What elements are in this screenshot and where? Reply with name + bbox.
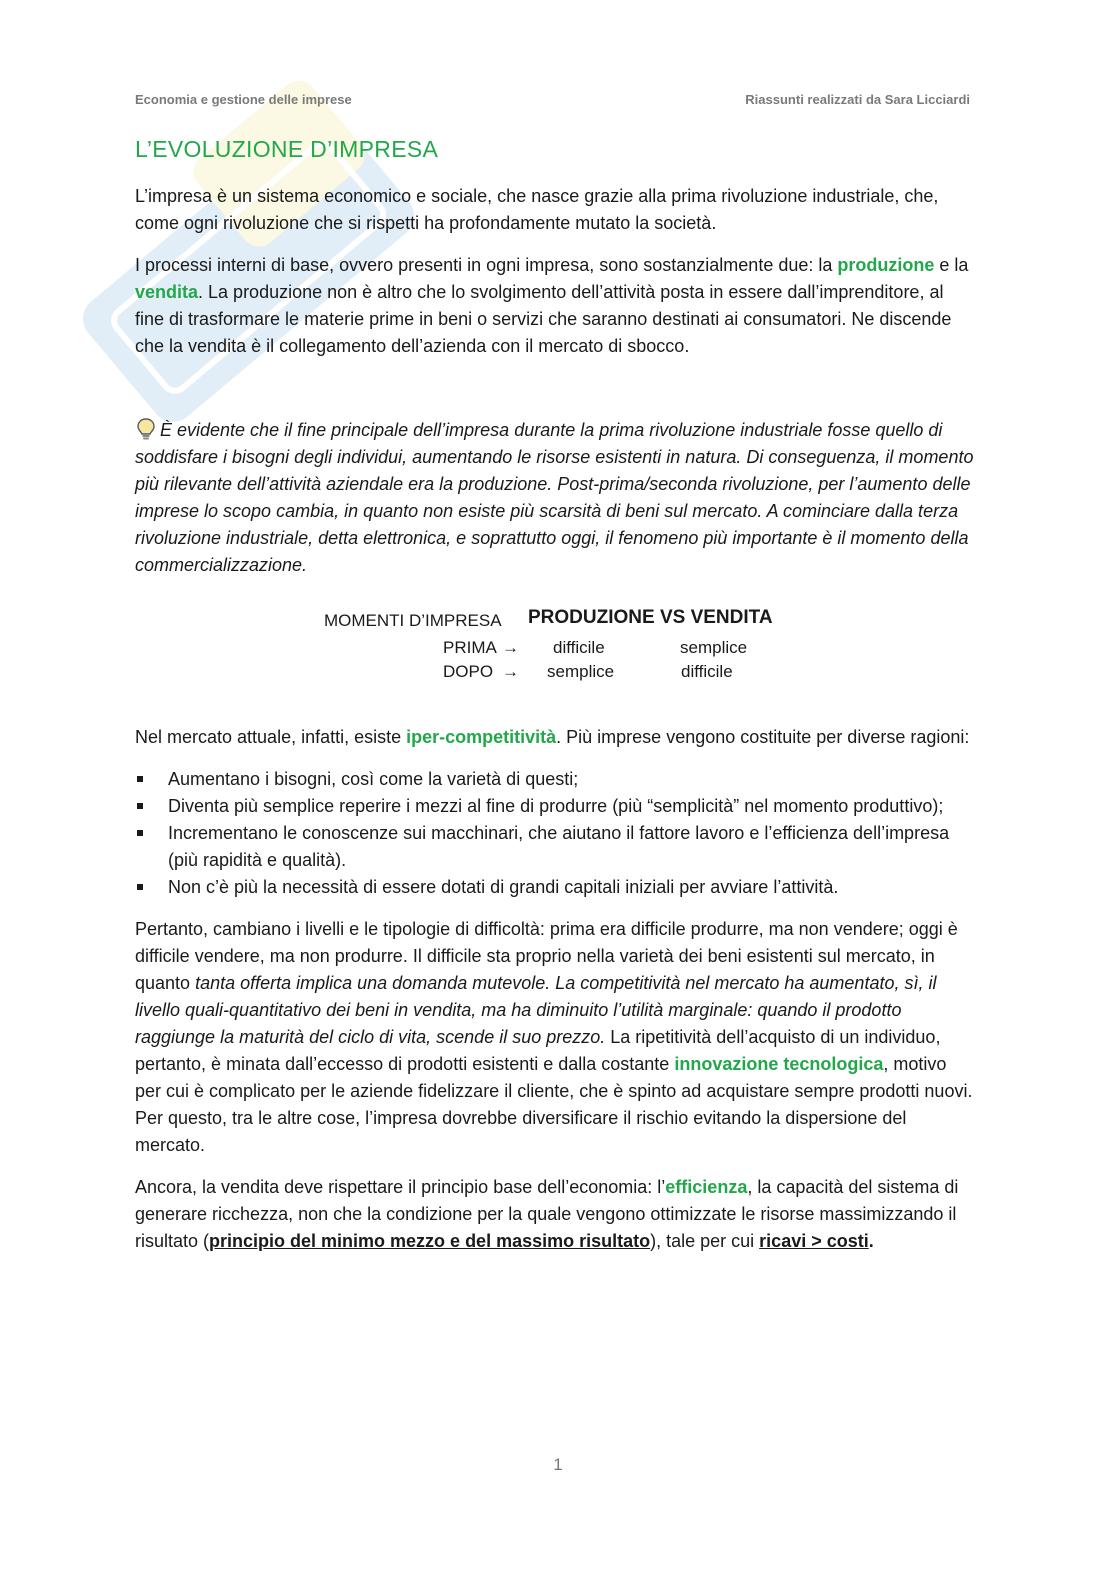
list-item: Non c’è più la necessità di essere dotati di grandi capitali iniziali per avviare l’attività. (135, 874, 975, 901)
row-when-dopo: DOPO (443, 662, 494, 681)
table-heading: PRODUZIONE VS VENDITA (528, 607, 773, 628)
text-span: , motivo per cui è complicato per le aziende fidelizzare il cliente, che è spinto ad acquistare sempre prodotti nuovi. Per questo, tra le altre cose, l’impresa dovrebbe diversificare il rischio evitando la dispersione del mercato. (135, 1054, 973, 1155)
list-item: Diventa più semplice reperire i mezzi al fine di produrre (più “semplicità” nel momento produttivo); (135, 793, 975, 820)
reasons-list (135, 766, 975, 901)
lightbulb-icon (135, 417, 157, 441)
cell-prima-produzione: difficile (553, 638, 605, 657)
italic-span: tanta offerta implica una domanda mutevole. La competitività nel mercato ha aumentato, sì, il livello quali-quantitativo dei beni in vendita, ma ha diminuito l’utilità marginale: quando il prodotto raggiunge la maturità del ciclo di vita, scende il suo prezzo. (135, 973, 937, 1047)
highlight-iper-competitivita: iper-competitività (406, 727, 557, 747)
callout-text: È evidente che il fine principale dell’impresa durante la prima rivoluzione industriale fosse quello di soddisfare i bisogni degli individui, aumentando le risorse esistenti in natura. Di conseguenza, il momento più rilevante dell’attività aziendale era la produzione. Post-prima/seconda rivoluzione, per l’aumento delle imprese lo scopo cambia, in quanto non esiste più scarsità di beni sul mercato. A cominciare dalla terza rivoluzione industriale, detta elettronica, e soprattutto oggi, il fenomeno più importante è il momento della commercializzazione. (135, 420, 974, 575)
underline-principio: principio del minimo mezzo e del massimo risultato (209, 1231, 651, 1251)
arrow-icon: → (502, 638, 519, 657)
text-span: , la capacità del sistema di generare ricchezza, non che la condizione per la quale vengono ottimizzate le risorse massimizzando il risultato ( (135, 1177, 959, 1251)
highlight-efficienza: efficienza (665, 1177, 748, 1197)
header-right: Riassunti realizzati da Sara Licciardi (745, 92, 970, 107)
highlight-innovazione: innovazione tecnologica (674, 1054, 884, 1074)
arrow-icon: → (502, 662, 519, 681)
paragraph-difficolta (135, 916, 975, 1159)
text-span: . La produzione non è altro che lo svolgimento dell’attività posta in essere dall’imprenditore, al fine di trasformare le materie prime in beni o servizi che saranno destinati ai consumatori. Ne discende che la vendita è il collegamento dell’azienda con il mercato di sbocco. (135, 282, 952, 356)
cell-dopo-produzione: semplice (547, 662, 615, 681)
text-span: La ripetitività dell’acquisto di un individuo, pertanto, è minata dall’eccesso di prodotti esistenti e dalla costante (135, 1027, 941, 1074)
row-when-prima: PRIMA (443, 638, 497, 657)
text-span: e la (934, 255, 969, 275)
text-span: Nel mercato attuale, infatti, esiste (135, 727, 407, 747)
paragraph-processi (135, 252, 975, 360)
text-span: Ancora, la vendita deve rispettare il principio base dell’economia: l’ (135, 1177, 666, 1197)
highlight-produzione: produzione (837, 255, 935, 275)
paragraph-efficienza (135, 1174, 975, 1255)
callout-paragraph (135, 417, 975, 579)
text-span: . (868, 1231, 874, 1251)
underline-ricavi-costi: ricavi > costi (759, 1231, 869, 1251)
text-span: Pertanto, cambiano i livelli e le tipologie di difficoltà: prima era difficile produrre, ma non vendere; oggi è difficile vendere, ma non produrre. Il difficile sta proprio nella varietà dei beni esistenti sul mercato, in quanto (135, 919, 958, 993)
paragraph-mercato (135, 724, 975, 751)
text-span: I processi interni di base, ovvero presenti in ogni impresa, sono sostanzialmente due: la (135, 255, 838, 275)
highlight-vendita: vendita (135, 282, 199, 302)
cell-prima-vendita: semplice (680, 638, 748, 657)
document-body (135, 183, 975, 1270)
header-left: Economia e gestione delle imprese (135, 92, 352, 107)
list-item: Aumentano i bisogni, così come la varietà di questi; (135, 766, 975, 793)
page-number: 1 (553, 1455, 563, 1474)
table-label: MOMENTI D’IMPRESA (324, 611, 502, 630)
page-title: L’EVOLUZIONE D’IMPRESA (135, 136, 439, 162)
text-span: ), tale per cui (650, 1231, 760, 1251)
cell-dopo-vendita: difficile (681, 662, 733, 681)
list-item: Incrementano le conoscenze sui macchinari, che aiutano il fattore lavoro e l’efficienza dell’impresa (più rapidità e qualità). (135, 820, 975, 874)
comparison-table (135, 594, 975, 724)
text-span: . Più imprese vengono costituite per diverse ragioni: (556, 727, 970, 747)
paragraph-intro: L’impresa è un sistema economico e sociale, che nasce grazie alla prima rivoluzione industriale, che, come ogni rivoluzione che si rispetti ha profondamente mutato la società. (135, 186, 939, 233)
